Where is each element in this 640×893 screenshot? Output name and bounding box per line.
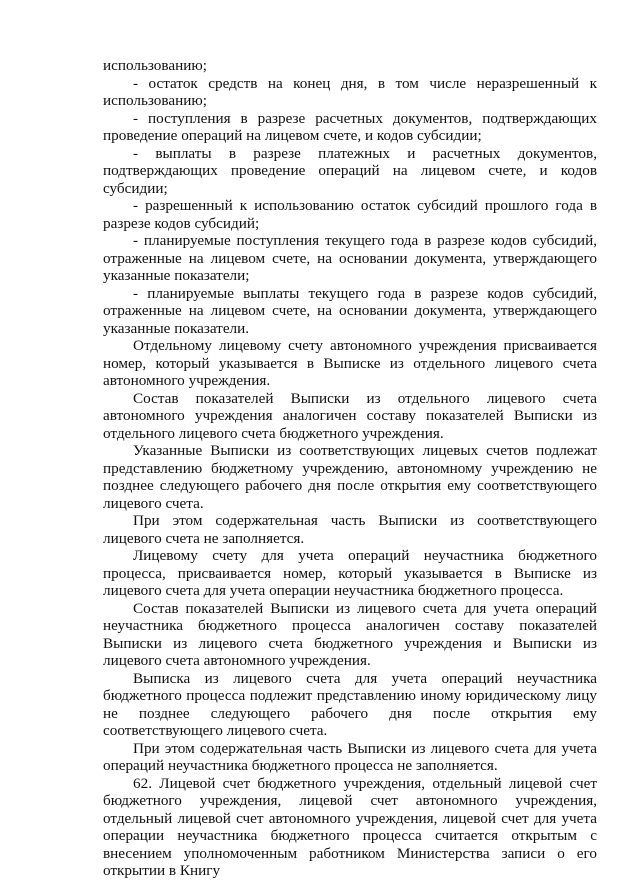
paragraph: Выписка из лицевого счета для учета операций неучастника бюджетного процесса подлежит представлению иному юридическому лицу не позднее следующего рабочего дня после открытия ему соответствующего лицевого счета. <box>103 669 597 739</box>
list-item-closing-balance: - остаток средств на конец дня, в том числе неразрешенный к использованию; <box>103 74 597 109</box>
paragraph: При этом содержательная часть Выписки из соответствующего лицевого счета не заполняется. <box>103 512 597 547</box>
list-item-receipts: - поступления в разрезе расчетных документов, подтверждающих проведение операций на лицевом счете, и кодов субсидии; <box>103 109 597 144</box>
paragraph: Отдельному лицевому счету автономного учреждения присваивается номер, который указывается в Выписке из отдельного лицевого счета автономного учреждения. <box>103 337 597 389</box>
list-item-payments: - выплаты в разрезе платежных и расчетных документов, подтверждающих проведение операций на лицевом счете, и кодов субсидии; <box>103 144 597 197</box>
paragraph: Лицевому счету для учета операций неучастника бюджетного процесса, присваивается номер, который указывается в Выписке из лицевого счета для учета операции неучастника бюджетного процесса. <box>103 547 597 599</box>
list-item-planned-receipts: - планируемые поступления текущего года в разрезе кодов субсидий, отраженные на лицевом счете, на основании документа, утверждающего указанные показатели; <box>103 232 597 284</box>
paragraph: Состав показателей Выписки из лицевого счета для учета операций неучастника бюджетного процесса аналогичен составу показателей Выписки из лицевого счета бюджетного учреждения и Выписки из лицевого счета автономного учреждения. <box>103 599 597 669</box>
paragraph: Указанные Выписки из соответствующих лицевых счетов подлежат представлению бюджетному учреждению, автономному учреждению не позднее следующего рабочего дня после открытия ему соответствующего лицевого счета. <box>103 442 597 512</box>
list-item-planned-payments: - планируемые выплаты текущего года в разрезе кодов субсидий, отраженные на лицевом счете, на основании документа, утверждающего указанные показатели. <box>103 284 597 337</box>
paragraph-continuation: использованию; <box>103 57 207 74</box>
paragraph: При этом содержательная часть Выписки из лицевого счета для учета операций неучастника бюджетного процесса не заполняется. <box>103 739 597 774</box>
list-item-prior-year-balance: - разрешенный к использованию остаток субсидий прошлого года в разрезе кодов субсидий; <box>103 197 597 232</box>
paragraph: Состав показателей Выписки из отдельного лицевого счета автономного учреждения аналогичен составу показателей Выписки из отдельного лицевого счета бюджетного учреждения. <box>103 389 597 442</box>
paragraph-section-62: 62. Лицевой счет бюджетного учреждения, отдельный лицевой счет бюджетного учреждения, лицевой счет автономного учреждения, отдельный лицевой счет автономного учреждения, лицевой счет для учета операции неучастника бюджетного процесса считается открытым с внесением уполномоченным работником Министерства записи о его открытии в Книгу <box>103 774 597 879</box>
document-page <box>103 57 597 880</box>
